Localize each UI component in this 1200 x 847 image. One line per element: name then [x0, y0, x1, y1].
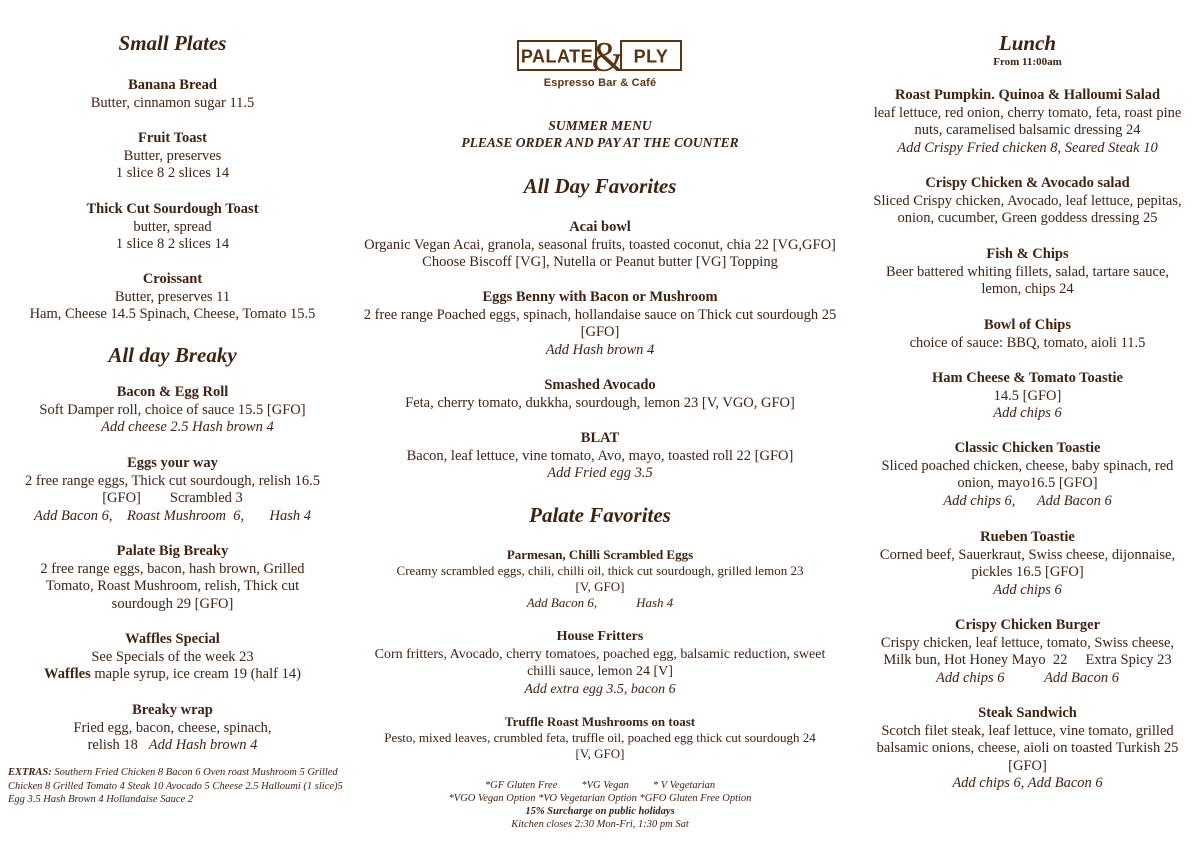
menu-item-steak-sandwich [855, 705, 1200, 793]
item-name: Smashed Avocado [544, 377, 656, 393]
item-name: Palate Big Breaky [116, 543, 229, 559]
item-desc: Butter, preserves 11 [114, 288, 231, 305]
item-desc: Corned beef, Sauerkraut, Swiss cheese, dijonnaise, [879, 546, 1176, 563]
legend-vg: *VG Vegan [581, 780, 629, 791]
item-desc: [V, GFO] [575, 746, 625, 761]
item-desc-row [0, 737, 345, 755]
menu-item-crispy-chicken-salad [855, 175, 1200, 228]
item-name: Classic Chicken Toastie [954, 440, 1101, 456]
menu-item-parmesan-eggs [340, 547, 860, 611]
menu-item-breaky-wrap [0, 702, 345, 755]
item-desc: Milk bun, Hot Honey Mayo 22 Extra Spicy 23 [883, 652, 1172, 669]
item-name: Ham Cheese & Tomato Toastie [932, 370, 1123, 386]
lunch-hours: From 11:00am [993, 56, 1062, 68]
item-desc: butter, spread [133, 218, 212, 235]
item-desc: [GFO] [1008, 757, 1047, 774]
palate-favorites-heading: Palate Favorites [529, 503, 671, 527]
item-desc: Tomato, Roast Mushroom, relish, Thick cut [45, 578, 300, 595]
legend-options: *VGO Vegan Option *VO Vegetarian Option *GFO Gluten Free Option [448, 793, 752, 804]
lunch-heading: Lunch [998, 31, 1057, 55]
item-desc: pickles 16.5 [GFO] [971, 564, 1084, 581]
item-desc: [V, GFO] [575, 579, 625, 594]
item-desc: onion, mayo16.5 [GFO] [957, 475, 1098, 492]
item-desc: Feta, cherry tomato, dukkha, sourdough, lemon 23 [V, VGO, GFO] [405, 394, 795, 411]
menu-item-truffle-mushrooms [340, 714, 860, 762]
menu-item-bacon-egg-roll [0, 384, 345, 437]
extras-label: EXTRAS: [8, 767, 52, 778]
palate-ply-logo-mark [517, 39, 683, 75]
item-desc: Butter, preserves [123, 147, 222, 164]
legend-gf: *GF Gluten Free [484, 780, 558, 791]
item-desc: 1 slice 8 2 slices 14 [115, 165, 230, 182]
logo [517, 39, 683, 95]
all-day-breaky-heading: All day Breaky [108, 343, 237, 367]
menu-item-chicken-toastie [855, 440, 1200, 510]
item-name: Steak Sandwich [978, 705, 1077, 721]
kitchen-hours: Kitchen closes 2:30 Mon-Fri, 1:30 pm Sat [511, 819, 689, 830]
menu-item-banana-bread [0, 77, 345, 112]
item-desc-row [0, 666, 345, 684]
item-addon: Add Hash brown 4 [148, 737, 258, 754]
item-name: Fruit Toast [138, 130, 207, 146]
item-desc: Sliced poached chicken, cheese, baby spinach, red [881, 457, 1174, 474]
logo-word-palate: PALATE [520, 46, 594, 67]
ampersand-icon: & [591, 39, 625, 75]
item-desc: leaf lettuce, red onion, cherry tomato, feta, roast pine [873, 104, 1182, 121]
menu-notice [340, 117, 860, 151]
item-name: BLAT [580, 430, 620, 446]
item-desc: 14.5 [GFO] [993, 387, 1062, 404]
item-desc: Crispy chicken, leaf lettuce, tomato, Swiss cheese, [880, 634, 1175, 651]
item-name: Crispy Chicken & Avocado salad [925, 175, 1130, 191]
item-name: Truffle Roast Mushrooms on toast [504, 714, 696, 729]
item-desc: Pesto, mixed leaves, crumbled feta, truffle oil, poached egg thick cut sourdough 24 [384, 730, 816, 745]
menu-item-bowl-of-chips [855, 317, 1200, 352]
item-desc: chilli sauce, lemon 24 [V] [527, 664, 673, 680]
item-addon: Add chips 6, Add Bacon 6 [943, 492, 1112, 509]
surcharge-note: 15% Surcharge on public holidays [525, 806, 675, 817]
item-desc: [GFO] Scrambled 3 [102, 490, 243, 507]
item-desc: Creamy scrambled eggs, chili, chilli oil, thick cut sourdough, grilled lemon 23 [396, 563, 804, 578]
item-desc: lemon, chips 24 [981, 281, 1074, 298]
item-desc: balsamic onions, cheese, aioli on toasted Turkish 25 [876, 740, 1179, 757]
item-desc: [GFO] [580, 324, 620, 341]
legend-block [340, 779, 860, 831]
item-name: Bowl of Chips [983, 317, 1072, 333]
item-addon: Add cheese 2.5 Hash brown 4 [101, 419, 274, 436]
logo-word-ply: PLY [633, 46, 669, 67]
item-desc: Corn fritters, Avocado, cherry tomatoes, poached egg, balsamic reduction, sweet [374, 646, 826, 662]
all-day-favorites-heading: All Day Favorites [523, 174, 677, 198]
item-desc: sourdough 29 [GFO] [111, 595, 234, 612]
item-name: Breaky wrap [132, 702, 213, 718]
item-name: Croissant [142, 271, 203, 287]
item-name: Thick Cut Sourdough Toast [86, 201, 259, 217]
item-name: Roast Pumpkin. Quinoa & Halloumi Salad [894, 87, 1161, 103]
item-desc: 2 free range eggs, Thick cut sourdough, relish 16.5 [25, 472, 320, 489]
item-addon: Add extra egg 3.5, bacon 6 [524, 681, 676, 697]
item-addon: Add Crispy Fried chicken 8, Seared Steak 10 [897, 139, 1158, 156]
item-addon: Add chips 6 [993, 581, 1062, 598]
item-desc: Beer battered whiting fillets, salad, tartare sauce, [885, 263, 1170, 280]
item-name: Bacon & Egg Roll [116, 384, 229, 400]
item-desc: See Specials of the week 23 [91, 648, 254, 665]
item-desc: 2 free range eggs, bacon, hash brown, Grilled [40, 560, 305, 577]
item-addon: Add Bacon 6, Roast Mushroom 6, Hash 4 [34, 507, 311, 524]
item-desc: Scotch filet steak, leaf lettuce, vine tomato, grilled [881, 722, 1174, 739]
menu-item-blat [340, 430, 860, 483]
menu-item-eggs-benny [340, 289, 860, 359]
item-name: Eggs your way [127, 455, 218, 471]
menu-item-acai-bowl [340, 219, 860, 272]
legend-row [340, 779, 860, 792]
extras-block [8, 766, 344, 807]
item-desc: Bacon, leaf lettuce, vine tomato, Avo, mayo, toasted roll 22 [GFO] [406, 447, 794, 464]
item-desc: Soft Damper roll, choice of sauce 15.5 [GFO] [39, 401, 306, 418]
item-desc: Fried egg, bacon, cheese, spinach, [73, 719, 272, 736]
menu-item-eggs-your-way [0, 455, 345, 525]
item-desc: Organic Vegan Acai, granola, seasonal fruits, toasted coconut, chia 22 [VG,GFO] [364, 236, 836, 253]
item-addon: Add Fried egg 3.5 [547, 465, 653, 482]
item-addon: Add chips 6 [993, 405, 1062, 422]
item-desc: Choose Biscoff [VG], Nutella or Peanut butter [VG] Topping [422, 254, 778, 271]
item-desc: maple syrup, ice cream 19 (half 14) [90, 666, 301, 683]
menu-item-croissant [0, 271, 345, 324]
menu-item-palate-big-breaky [0, 543, 345, 613]
logo-subtitle: Espresso Bar & Café [543, 77, 657, 89]
item-desc: relish 18 [87, 737, 138, 754]
menu-item-pumpkin-salad [855, 87, 1200, 157]
legend-v: * V Vegetarian [652, 780, 716, 791]
menu-item-sourdough-toast [0, 201, 345, 254]
small-plates-heading: Small Plates [118, 31, 227, 55]
item-addon: Add chips 6, Add Bacon 6 [952, 775, 1103, 792]
extras-text: Southern Fried Chicken 8 Bacon 6 Oven roast Mushroom 5 Grilled Chicken 8 Grilled Tomato 4 Steak 10 Avocado 5 Cheese 2.5 Halloumi (1 slice)5 Egg 3.5 Hash Brown 4 Hollandaise Sauce 2 [8, 767, 343, 805]
menu-item-fruit-toast [0, 130, 345, 183]
item-name: Fish & Chips [986, 246, 1069, 262]
item-name: Waffles Special [125, 631, 220, 647]
item-desc: choice of sauce: BBQ, tomato, aioli 11.5 [909, 334, 1146, 351]
menu-item-fish-chips [855, 246, 1200, 299]
menu-item-rueben-toastie [855, 529, 1200, 599]
menu-item-ham-toastie [855, 370, 1200, 423]
menu-item-waffles-special [0, 631, 345, 684]
item-name: Acai bowl [569, 219, 631, 235]
item-desc: Sliced Crispy chicken, Avocado, leaf lettuce, pepitas, [873, 192, 1182, 209]
notice-line: SUMMER MENU [548, 118, 652, 133]
menu-item-house-fritters [340, 628, 860, 698]
item-name: Banana Bread [128, 77, 217, 93]
item-addon: Add chips 6 Add Bacon 6 [936, 669, 1119, 686]
item-name: Eggs Benny with Bacon or Mushroom [482, 289, 718, 305]
item-desc: nuts, caramelised balsamic dressing 24 [914, 122, 1141, 139]
menu-item-smashed-avocado [340, 377, 860, 412]
menu-item-crispy-chicken-burger [855, 617, 1200, 687]
item-name: Rueben Toastie [980, 529, 1075, 545]
item-desc: 2 free range Poached eggs, spinach, hollandaise sauce on Thick cut sourdough 25 [363, 306, 837, 323]
item-addon: Add Hash brown 4 [545, 341, 655, 358]
item-addon: Add Bacon 6, Hash 4 [526, 595, 674, 610]
item-desc: Butter, cinnamon sugar 11.5 [90, 94, 255, 111]
item-name: House Fritters [556, 629, 644, 644]
item-name: Crispy Chicken Burger [955, 617, 1100, 633]
notice-line: PLEASE ORDER AND PAY AT THE COUNTER [461, 135, 739, 150]
item-name: Parmesan, Chilli Scrambled Eggs [506, 547, 694, 562]
item-desc: Ham, Cheese 14.5 Spinach, Cheese, Tomato 15.5 [29, 306, 316, 323]
item-desc: onion, cucumber, Green goddess dressing 25 [897, 210, 1158, 227]
item-desc-bold: Waffles [44, 666, 91, 683]
item-desc: 1 slice 8 2 slices 14 [115, 236, 230, 253]
